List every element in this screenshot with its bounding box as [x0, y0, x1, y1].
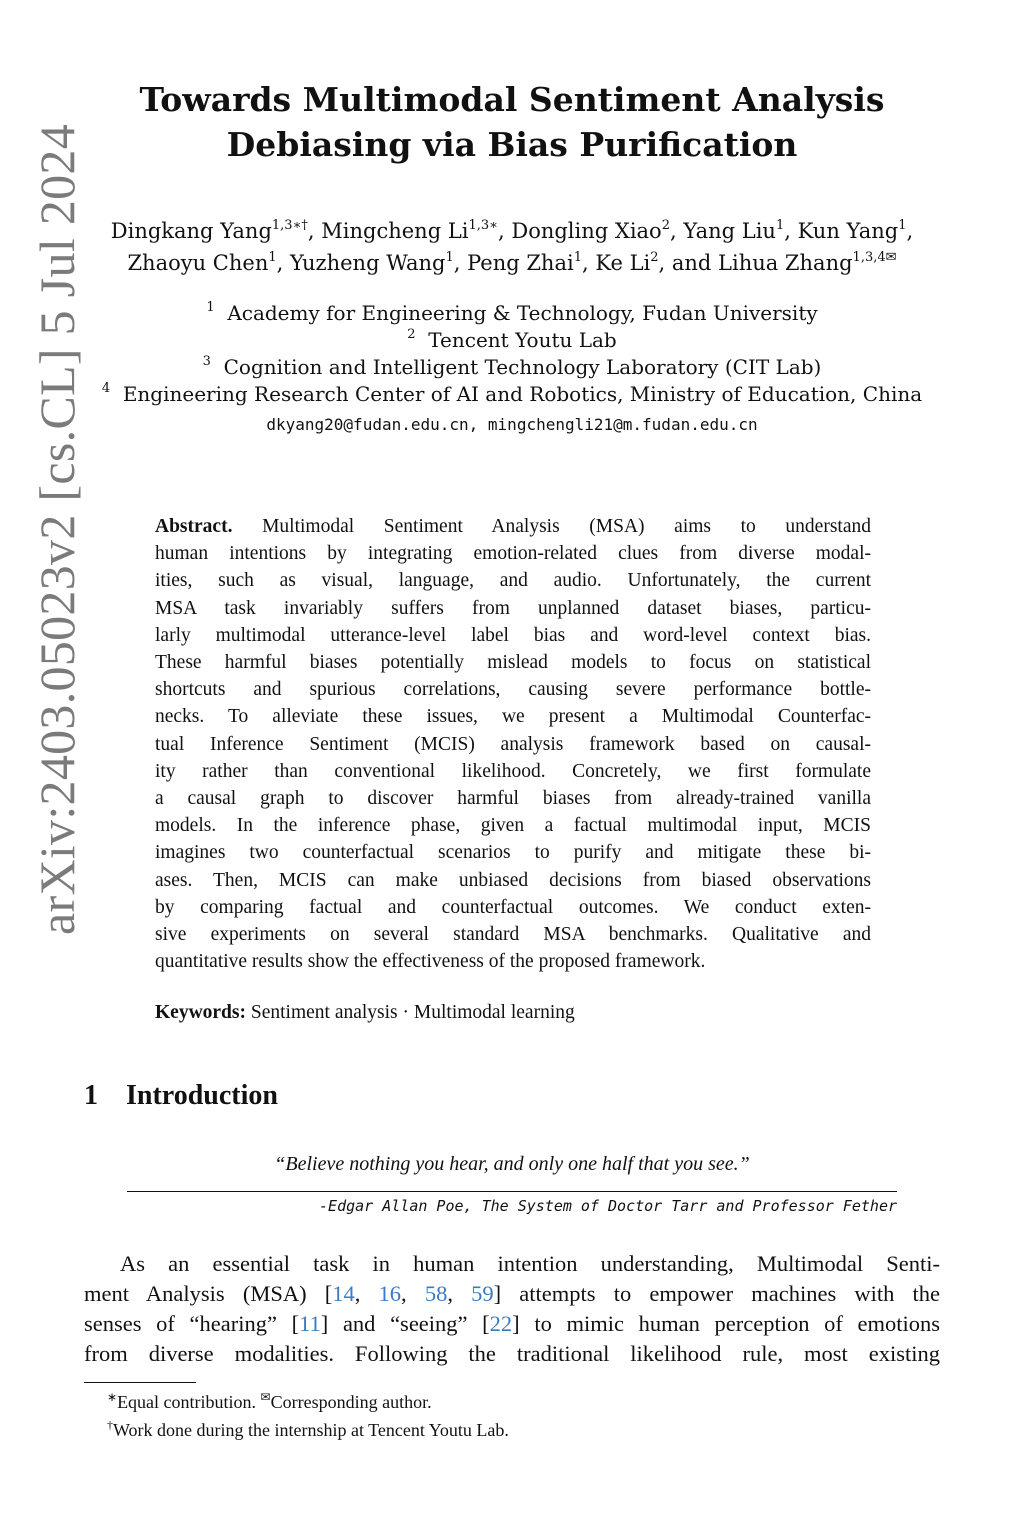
author-list — [0, 215, 1024, 279]
author-name: , Ke Li — [581, 251, 651, 275]
citation-link[interactable]: 59 — [471, 1281, 494, 1306]
footnote-1 — [107, 1388, 432, 1416]
envelope-icon: ✉ — [260, 1390, 271, 1404]
author-affiliation-mark: 1,3∗† — [271, 218, 308, 233]
title-line-1: Towards Multimodal Sentiment Analysis — [139, 80, 885, 119]
author-affiliation-mark: 1 — [898, 218, 907, 233]
abstract-line: a causal graph to discover harmful biases from already-trained vanilla — [155, 788, 871, 810]
author-name: , Kun Yang — [784, 219, 899, 243]
abstract-line: models. In the inference phase, given a factual multimodal input, MCIS — [155, 815, 871, 837]
abstract-line: ity rather than conventional likelihood. Concretely, we first formulate — [155, 760, 871, 782]
citation-link[interactable]: 16 — [378, 1281, 402, 1306]
affiliation-number: 4 — [101, 381, 111, 396]
affiliation-1 — [0, 300, 1024, 327]
author-separator: , — [906, 219, 914, 243]
author-name: , Dongling Xiao — [498, 219, 662, 243]
author-name: Dingkang Yang — [110, 219, 272, 243]
abstract-line: human intentions by integrating emotion-related clues from diverse modal- — [155, 543, 871, 565]
author-name: , Mingcheng Li — [307, 219, 469, 243]
affiliation-2 — [0, 327, 1024, 354]
intro-line — [84, 1309, 940, 1339]
abstract-label: Abstract. — [155, 516, 233, 537]
footnote-text: Equal contribution. — [117, 1392, 261, 1412]
affiliation-list — [0, 300, 1024, 438]
abstract-line: by comparing factual and counterfactual outcomes. We conduct exten- — [155, 896, 871, 918]
intro-line: As an essential task in human intention understanding, Multimodal Senti- — [120, 1251, 940, 1276]
author-name: , Yuzheng Wang — [276, 251, 446, 275]
intro-line: from diverse modalities. Following the traditional likelihood rule, most existing — [84, 1341, 940, 1366]
affiliation-text: Academy for Engineering & Technology, Fudan University — [227, 301, 818, 325]
abstract-line: ities, such as visual, language, and audio. Unfortunately, the current — [155, 570, 871, 592]
citation-link[interactable]: 58 — [424, 1281, 448, 1306]
epigraph-rule — [127, 1191, 897, 1192]
abstract-line — [155, 513, 871, 540]
keywords-text: Sentiment analysis · Multimodal learning — [246, 1002, 575, 1023]
intro-text: ] to mimic human perception of emotions — [512, 1311, 940, 1336]
author-affiliation-mark: 1 — [445, 250, 454, 265]
abstract-line: ases. Then, MCIS can make unbiased decisions from biased observations — [155, 869, 871, 891]
author-affiliation-mark: 1 — [775, 218, 785, 233]
abstract-line: tual Inference Sentiment (MCIS) analysis framework based on causal- — [155, 733, 871, 755]
citation-link[interactable]: 22 — [489, 1311, 513, 1336]
footnote-2 — [107, 1416, 509, 1444]
abstract — [155, 513, 871, 975]
abstract-text: Multimodal Sentiment Analysis (MSA) aims to understand — [232, 516, 871, 537]
affiliation-4 — [0, 381, 1024, 408]
intro-line — [84, 1279, 940, 1309]
author-line-1 — [0, 215, 1024, 247]
footnote-text: Corresponding author. — [270, 1392, 432, 1412]
paper-title — [0, 77, 1024, 167]
author-name: , Yang Liu — [670, 219, 776, 243]
intro-text: ] and “seeing” [ — [320, 1311, 490, 1336]
citation-link[interactable]: 14 — [332, 1281, 355, 1306]
footnote-mark: ∗ — [107, 1390, 118, 1404]
intro-text: senses of “hearing” [ — [84, 1311, 300, 1336]
footnote-mark: † — [107, 1418, 113, 1432]
abstract-line: necks. To alleviate these issues, we present a Multimodal Counterfac- — [155, 706, 871, 728]
footnote-text: Work done during the internship at Tencent Youtu Lab. — [113, 1420, 509, 1440]
affiliation-number: 3 — [202, 354, 211, 369]
author-emails: dkyang20@fudan.edu.cn, mingchengli21@m.fudan.edu.cn — [266, 415, 758, 434]
title-line-2: Debiasing via Bias Purification — [226, 125, 798, 164]
footnote-rule — [84, 1382, 196, 1383]
author-affiliation-mark: 1,3∗ — [468, 218, 498, 233]
affiliation-text: Cognition and Intelligent Technology Laboratory (CIT Lab) — [223, 355, 822, 379]
author-affiliation-mark: 2 — [650, 250, 659, 265]
abstract-line: These harmful biases potentially mislead models to focus on statistical — [155, 652, 871, 674]
arxiv-stamp: arXiv:2403.05023v2 [cs.CL] 5 Jul 2024 — [29, 123, 85, 935]
abstract-line: larly multimodal utterance-level label bias and word-level context bias. — [155, 624, 871, 646]
citation-link[interactable]: 11 — [299, 1311, 321, 1336]
intro-text: ment Analysis (MSA) [ — [84, 1281, 333, 1306]
affiliation-text: Tencent Youtu Lab — [428, 328, 617, 352]
intro-text: ] attempts to empower machines with the — [493, 1281, 941, 1306]
abstract-line: quantitative results show the effectiveness of the proposed framework. — [155, 951, 706, 973]
citation-separator: , — [354, 1281, 379, 1306]
section-title: Introduction — [126, 1080, 278, 1111]
author-name: Zhaoyu Chen — [127, 251, 269, 275]
section-number: 1 — [84, 1080, 98, 1111]
keywords-label: Keywords: — [155, 1002, 246, 1023]
abstract-line: shortcuts and spurious correlations, causing severe performance bottle- — [155, 679, 871, 701]
affiliation-3 — [0, 354, 1024, 381]
section-heading — [84, 1080, 278, 1112]
keywords — [155, 1002, 575, 1024]
abstract-line: MSA task invariably suffers from unplanned dataset biases, particu- — [155, 597, 871, 619]
citation-separator: , — [401, 1281, 425, 1306]
epigraph-quote: “Believe nothing you hear, and only one half that you see.” — [274, 1153, 750, 1175]
author-affiliation-mark: 1 — [268, 250, 277, 265]
affiliation-number: 1 — [206, 300, 215, 315]
author-affiliation-mark: 2 — [661, 218, 670, 233]
epigraph-attribution: -Edgar Allan Poe, The System of Doctor Tarr and Professor Fether — [319, 1197, 897, 1215]
intro-paragraph — [84, 1249, 940, 1369]
author-affiliation-mark: 1 — [573, 250, 582, 265]
affiliation-number: 2 — [407, 327, 416, 342]
author-name: , Peng Zhai — [453, 251, 574, 275]
affiliation-text: Engineering Research Center of AI and Robotics, Ministry of Education, China — [122, 382, 923, 406]
abstract-line: sive experiments on several standard MSA benchmarks. Qualitative and — [155, 924, 871, 946]
author-affiliation-mark: 1,3,4✉ — [852, 250, 897, 265]
author-name: , and Lihua Zhang — [658, 251, 853, 275]
abstract-line: imagines two counterfactual scenarios to purify and mitigate these bi- — [155, 842, 871, 864]
citation-separator: , — [447, 1281, 472, 1306]
author-line-2 — [0, 247, 1024, 279]
